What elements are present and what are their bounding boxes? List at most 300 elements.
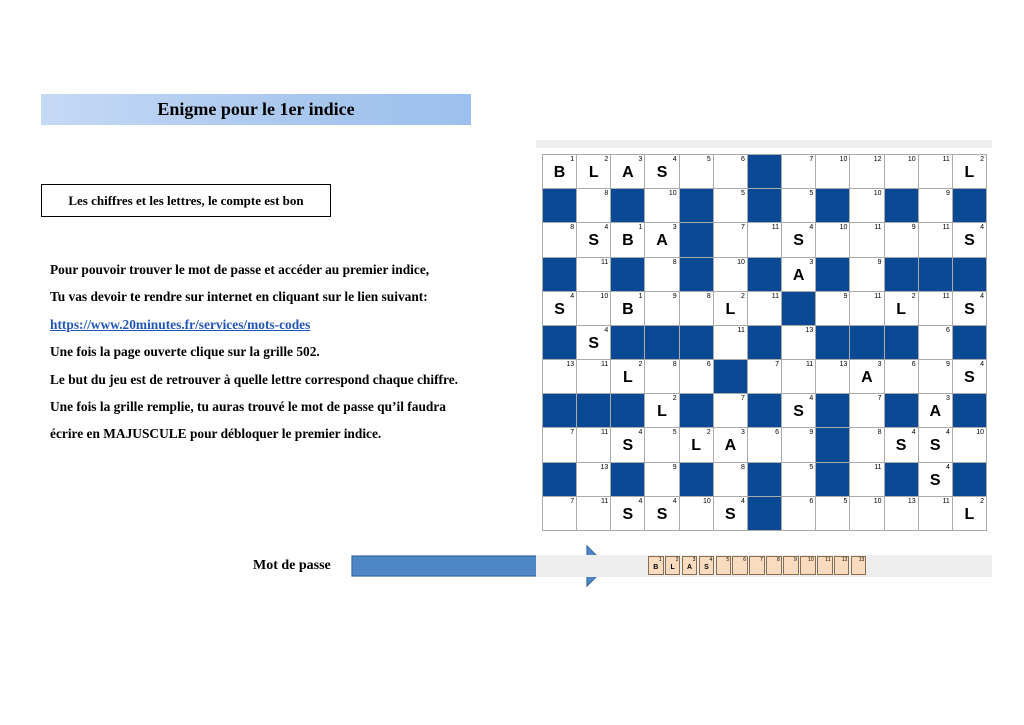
grid-cell <box>645 428 679 462</box>
mots-codes-link[interactable]: https://www.20minutes.fr/services/mots-codes <box>50 316 311 332</box>
answer-cell <box>800 556 816 575</box>
grid-cell <box>680 292 714 326</box>
answer-cell <box>648 556 664 575</box>
grid-block-cell <box>543 258 577 292</box>
cell-number: 10 <box>737 258 745 266</box>
cell-letter: S <box>793 232 804 250</box>
cell-number: 3 <box>638 156 643 163</box>
grid-block-cell <box>953 189 987 223</box>
grid-block-cell <box>680 189 714 223</box>
grid-cell <box>782 360 816 394</box>
grid-cell <box>953 292 987 326</box>
grid-cell <box>885 155 919 189</box>
grid-cell <box>645 223 679 257</box>
cell-number: 12 <box>873 156 882 163</box>
cell-number: 4 <box>604 326 609 334</box>
cell-number: 10 <box>976 429 984 437</box>
grid-cell <box>645 189 679 223</box>
grid-block-cell <box>748 189 782 223</box>
cell-letter: S <box>656 164 668 181</box>
answer-number: 4 <box>709 557 713 563</box>
answer-cell <box>716 556 732 575</box>
grid-cell <box>714 258 748 292</box>
cell-number: 4 <box>809 395 814 403</box>
cell-number: 13 <box>805 326 814 334</box>
grid-cell <box>782 155 816 189</box>
grid-block-cell <box>543 326 577 360</box>
grid-block-cell <box>816 258 850 292</box>
grid-cell <box>919 394 953 428</box>
grid-cell <box>543 292 577 326</box>
cell-number: 5 <box>809 190 814 198</box>
grid-block-cell <box>611 394 645 428</box>
cell-letter: A <box>792 266 805 284</box>
cell-letter: L <box>657 403 667 421</box>
grid-cell <box>645 155 679 189</box>
cell-letter: A <box>861 369 873 387</box>
cell-number: 6 <box>775 429 780 437</box>
grid-block-cell <box>885 394 919 428</box>
grid-block-cell <box>748 394 782 428</box>
cell-number: 8 <box>741 463 745 471</box>
grid-cell <box>680 360 714 394</box>
cell-number: 11 <box>601 361 609 369</box>
cell-letter: S <box>964 300 975 318</box>
grid-cell <box>782 428 816 462</box>
grid-cell <box>748 428 782 462</box>
grid-block-cell <box>680 394 714 428</box>
cell-number: 11 <box>601 258 609 266</box>
grid-block-cell <box>850 326 884 360</box>
cell-number: 1 <box>570 156 575 163</box>
grid-cell <box>885 497 919 531</box>
password-answer-row <box>648 556 868 575</box>
grid-block-cell <box>816 394 850 428</box>
grid-cell <box>919 497 953 531</box>
cell-letter: S <box>895 437 907 455</box>
answer-number: 13 <box>858 557 865 563</box>
cell-number: 2 <box>604 156 609 163</box>
cell-number: 8 <box>604 190 609 198</box>
cell-letter: B <box>622 300 634 318</box>
cell-number: 11 <box>601 497 609 505</box>
cell-number: 6 <box>741 156 745 163</box>
grid-block-cell <box>953 463 987 497</box>
answer-number: 9 <box>793 557 797 563</box>
answer-letter: L <box>670 564 675 571</box>
grid-cell <box>850 360 884 394</box>
instruction-line: Le but du jeu est de retrouver à quelle lettre correspond chaque chiffre. <box>50 371 459 387</box>
grid-cell <box>714 292 748 326</box>
instruction-line: Tu vas devoir te rendre sur internet en cliquant sur le lien suivant: <box>50 289 428 305</box>
grid-cell <box>885 292 919 326</box>
cell-number: 4 <box>672 497 677 505</box>
grid-cell <box>919 360 953 394</box>
grid-block-cell <box>885 258 919 292</box>
grid-cell <box>645 497 679 531</box>
cell-number: 5 <box>741 190 745 198</box>
grid-cell <box>611 223 645 257</box>
answer-cell <box>851 556 867 575</box>
grid-cell <box>577 155 611 189</box>
grid-block-cell <box>885 326 919 360</box>
grid-block-cell <box>748 258 782 292</box>
answer-number: 5 <box>726 557 730 563</box>
cell-number: 6 <box>809 497 814 505</box>
grid-cell <box>680 155 714 189</box>
answer-letter: A <box>687 564 693 571</box>
cell-number: 11 <box>874 463 882 471</box>
grid-cell <box>953 223 987 257</box>
cell-letter: L <box>964 505 975 523</box>
cell-number: 11 <box>874 224 882 232</box>
cell-number: 4 <box>638 429 643 437</box>
grid-cell <box>850 258 884 292</box>
grid-cell <box>577 360 611 394</box>
grid-block-cell <box>577 394 611 428</box>
grid-cell <box>850 497 884 531</box>
grid-cell <box>611 360 645 394</box>
grid-cell <box>645 360 679 394</box>
grid-cell <box>919 463 953 497</box>
grid-cell <box>919 326 953 360</box>
crossword-grid <box>542 154 987 531</box>
grid-cell <box>850 394 884 428</box>
grid-cell <box>748 360 782 394</box>
grid-cell <box>953 155 987 189</box>
grid-toolbar-strip <box>536 140 992 148</box>
cell-number: 7 <box>570 497 575 505</box>
cell-number: 11 <box>737 326 745 334</box>
cell-number: 4 <box>741 497 745 505</box>
cell-number: 4 <box>980 224 984 232</box>
cell-number: 9 <box>945 190 950 198</box>
grid-cell <box>611 155 645 189</box>
cell-number: 9 <box>672 463 677 471</box>
grid-block-cell <box>611 189 645 223</box>
cell-letter: S <box>588 334 600 352</box>
grid-cell <box>953 360 987 394</box>
cell-number: 9 <box>843 292 848 300</box>
cell-number: 4 <box>638 497 643 505</box>
password-label: Mot de passe <box>253 558 331 573</box>
cell-number: 7 <box>775 361 780 369</box>
grid-cell <box>919 428 953 462</box>
grid-cell <box>850 428 884 462</box>
answer-cell <box>699 556 715 575</box>
grid-cell <box>748 223 782 257</box>
cell-number: 8 <box>672 361 677 369</box>
grid-block-cell <box>611 326 645 360</box>
cell-number: 4 <box>980 361 984 369</box>
cell-number: 9 <box>877 258 882 266</box>
title-banner <box>41 94 471 125</box>
cell-number: 10 <box>839 156 848 163</box>
grid-cell <box>850 189 884 223</box>
grid-block-cell <box>680 326 714 360</box>
answer-cell <box>682 556 698 575</box>
grid-block-cell <box>816 463 850 497</box>
cell-number: 4 <box>570 292 575 300</box>
grid-cell <box>850 223 884 257</box>
answer-number: 11 <box>825 557 831 563</box>
answer-number: 10 <box>808 557 814 563</box>
answer-cell <box>834 556 850 575</box>
instruction-line: Pour pouvoir trouver le mot de passe et accéder au premier indice, <box>50 262 430 277</box>
grid-cell <box>543 497 577 531</box>
answer-letter: B <box>653 564 659 571</box>
cell-letter: S <box>964 369 975 387</box>
cell-number: 4 <box>809 224 814 232</box>
cell-number: 2 <box>706 429 711 437</box>
page-title: Enigme pour le 1er indice <box>157 99 355 119</box>
cell-number: 11 <box>805 361 814 369</box>
grid-cell <box>645 394 679 428</box>
grid-block-cell <box>748 497 782 531</box>
cell-number: 4 <box>945 463 950 471</box>
cell-number: 6 <box>945 326 950 334</box>
grid-block-cell <box>748 155 782 189</box>
cell-number: 9 <box>911 224 916 232</box>
grid-cell <box>645 292 679 326</box>
grid-cell <box>577 463 611 497</box>
grid-cell <box>816 292 850 326</box>
grid-cell <box>543 155 577 189</box>
grid-cell <box>543 223 577 257</box>
grid-cell <box>885 223 919 257</box>
cell-number: 4 <box>945 429 950 437</box>
grid-cell <box>714 497 748 531</box>
cell-number: 2 <box>741 292 745 300</box>
cell-letter: S <box>588 232 600 250</box>
cell-number: 8 <box>877 429 882 437</box>
cell-number: 4 <box>672 156 677 163</box>
answer-number: 2 <box>675 557 679 563</box>
grid-cell <box>816 223 850 257</box>
cell-number: 9 <box>809 429 814 437</box>
grid-cell <box>680 497 714 531</box>
grid-cell <box>782 258 816 292</box>
grid-cell <box>782 463 816 497</box>
cell-number: 10 <box>873 190 882 198</box>
grid-block-cell <box>782 292 816 326</box>
cell-letter: A <box>656 232 668 250</box>
grid-cell <box>577 497 611 531</box>
grid-cell <box>645 258 679 292</box>
grid-cell <box>611 497 645 531</box>
grid-block-cell <box>543 463 577 497</box>
grid-block-cell <box>816 189 850 223</box>
answer-cell <box>783 556 799 575</box>
cell-number: 9 <box>672 292 677 300</box>
cell-number: 8 <box>672 258 677 266</box>
answer-number: 12 <box>841 557 848 563</box>
cell-letter: A <box>929 403 942 421</box>
grid-block-cell <box>611 258 645 292</box>
grid-cell <box>919 155 953 189</box>
cell-number: 10 <box>600 292 609 300</box>
answer-number: 7 <box>760 557 763 563</box>
cell-number: 7 <box>809 156 814 163</box>
cell-number: 4 <box>604 224 609 232</box>
cell-number: 2 <box>980 156 984 163</box>
cell-number: 2 <box>980 497 984 505</box>
grid-cell <box>714 155 748 189</box>
grid-block-cell <box>748 326 782 360</box>
cell-number: 2 <box>672 395 677 403</box>
answer-cell <box>749 556 765 575</box>
grid-cell <box>714 428 748 462</box>
instruction-line: écrire en MAJUSCULE pour débloquer le premier indice. <box>50 426 382 442</box>
grid-cell <box>714 326 748 360</box>
answer-cell <box>732 556 748 575</box>
cell-number: 5 <box>843 497 848 505</box>
cell-letter: L <box>588 164 599 181</box>
grid-cell <box>714 463 748 497</box>
grid-cell <box>645 463 679 497</box>
grid-block-cell <box>953 394 987 428</box>
grid-cell <box>850 463 884 497</box>
grid-cell <box>577 428 611 462</box>
grid-cell <box>782 189 816 223</box>
cell-number: 4 <box>980 292 984 300</box>
cell-letter: S <box>793 403 804 421</box>
grid-cell <box>577 223 611 257</box>
grid-cell <box>577 189 611 223</box>
grid-cell <box>543 360 577 394</box>
cell-letter: S <box>622 437 634 455</box>
cell-number: 3 <box>741 429 745 437</box>
grid-block-cell <box>714 360 748 394</box>
grid-block-cell <box>680 258 714 292</box>
grid-block-cell <box>611 463 645 497</box>
instructions <box>50 259 520 451</box>
instruction-line: Une fois la grille remplie, tu auras trouvé le mot de passe qu’il faudra <box>50 398 446 414</box>
cell-number: 5 <box>672 429 677 437</box>
cell-letter: L <box>725 300 736 318</box>
cell-number: 3 <box>877 361 882 369</box>
cell-letter: B <box>622 232 634 250</box>
cell-number: 6 <box>706 361 711 369</box>
grid-block-cell <box>816 326 850 360</box>
cell-number: 10 <box>907 156 916 163</box>
cell-number: 8 <box>706 292 711 300</box>
cell-number: 2 <box>911 292 916 300</box>
grid-block-cell <box>748 463 782 497</box>
cell-number: 10 <box>668 190 677 198</box>
grid-cell <box>816 497 850 531</box>
cell-letter: S <box>622 505 634 523</box>
grid-block-cell <box>953 258 987 292</box>
grid-block-cell <box>680 223 714 257</box>
cell-number: 1 <box>638 224 643 232</box>
grid-block-cell <box>645 326 679 360</box>
cell-number: 2 <box>638 361 643 369</box>
cell-letter: A <box>724 437 737 455</box>
grid-cell <box>714 223 748 257</box>
answer-cell <box>817 556 833 575</box>
grid-cell <box>577 292 611 326</box>
cell-number: 10 <box>873 497 882 505</box>
cell-letter: S <box>725 505 736 523</box>
cell-number: 13 <box>907 497 916 505</box>
grid-block-cell <box>919 258 953 292</box>
cell-number: 3 <box>672 224 677 232</box>
cell-number: 1 <box>638 292 643 300</box>
grid-block-cell <box>680 463 714 497</box>
answer-cell <box>665 556 681 575</box>
instruction-line: Une fois la page ouverte clique sur la grille 502. <box>50 344 320 360</box>
grid-cell <box>816 155 850 189</box>
cell-number: 11 <box>601 429 609 437</box>
cell-letter: S <box>929 437 941 455</box>
cell-number: 11 <box>942 497 950 505</box>
cell-number: 13 <box>600 463 609 471</box>
grid-cell <box>850 292 884 326</box>
grid-cell <box>782 223 816 257</box>
answer-number: 8 <box>777 557 780 563</box>
cell-letter: S <box>554 300 565 318</box>
grid-block-cell <box>885 463 919 497</box>
cell-number: 8 <box>570 224 575 232</box>
grid-cell <box>714 394 748 428</box>
grid-cell <box>680 428 714 462</box>
cell-number: 11 <box>942 156 950 163</box>
cell-letter: S <box>929 471 941 489</box>
cell-letter: L <box>691 437 702 455</box>
cell-letter: L <box>896 300 906 318</box>
grid-cell <box>816 360 850 394</box>
cell-letter: S <box>656 505 668 523</box>
cell-number: 13 <box>566 361 575 369</box>
grid-cell <box>577 258 611 292</box>
cell-number: 10 <box>839 224 848 232</box>
grid-cell <box>782 394 816 428</box>
cell-number: 5 <box>706 156 711 163</box>
cell-number: 3 <box>945 395 950 403</box>
cell-number: 3 <box>809 258 814 266</box>
grid-cell <box>953 428 987 462</box>
grid-cell <box>919 223 953 257</box>
grid-cell <box>748 292 782 326</box>
cell-letter: A <box>622 164 634 181</box>
cell-number: 10 <box>702 497 711 505</box>
cell-number: 6 <box>911 361 916 369</box>
grid-block-cell <box>543 394 577 428</box>
subtitle-box: Les chiffres et les lettres, le compte est bon <box>41 184 331 217</box>
grid-cell <box>543 428 577 462</box>
cell-number: 11 <box>771 224 780 232</box>
cell-number: 9 <box>945 361 950 369</box>
cell-letter: L <box>964 164 975 181</box>
grid-block-cell <box>816 428 850 462</box>
grid-cell <box>611 428 645 462</box>
answer-cell <box>766 556 782 575</box>
cell-number: 11 <box>942 224 950 232</box>
grid-cell <box>782 326 816 360</box>
grid-cell <box>953 497 987 531</box>
grid-cell <box>850 155 884 189</box>
cell-letter: S <box>964 232 975 250</box>
grid-cell <box>782 497 816 531</box>
cell-letter: B <box>553 164 566 181</box>
grid-block-cell <box>885 189 919 223</box>
grid-cell <box>885 360 919 394</box>
cell-number: 7 <box>741 224 745 232</box>
grid-cell <box>885 428 919 462</box>
answer-number: 6 <box>743 557 747 563</box>
grid-cell <box>714 189 748 223</box>
